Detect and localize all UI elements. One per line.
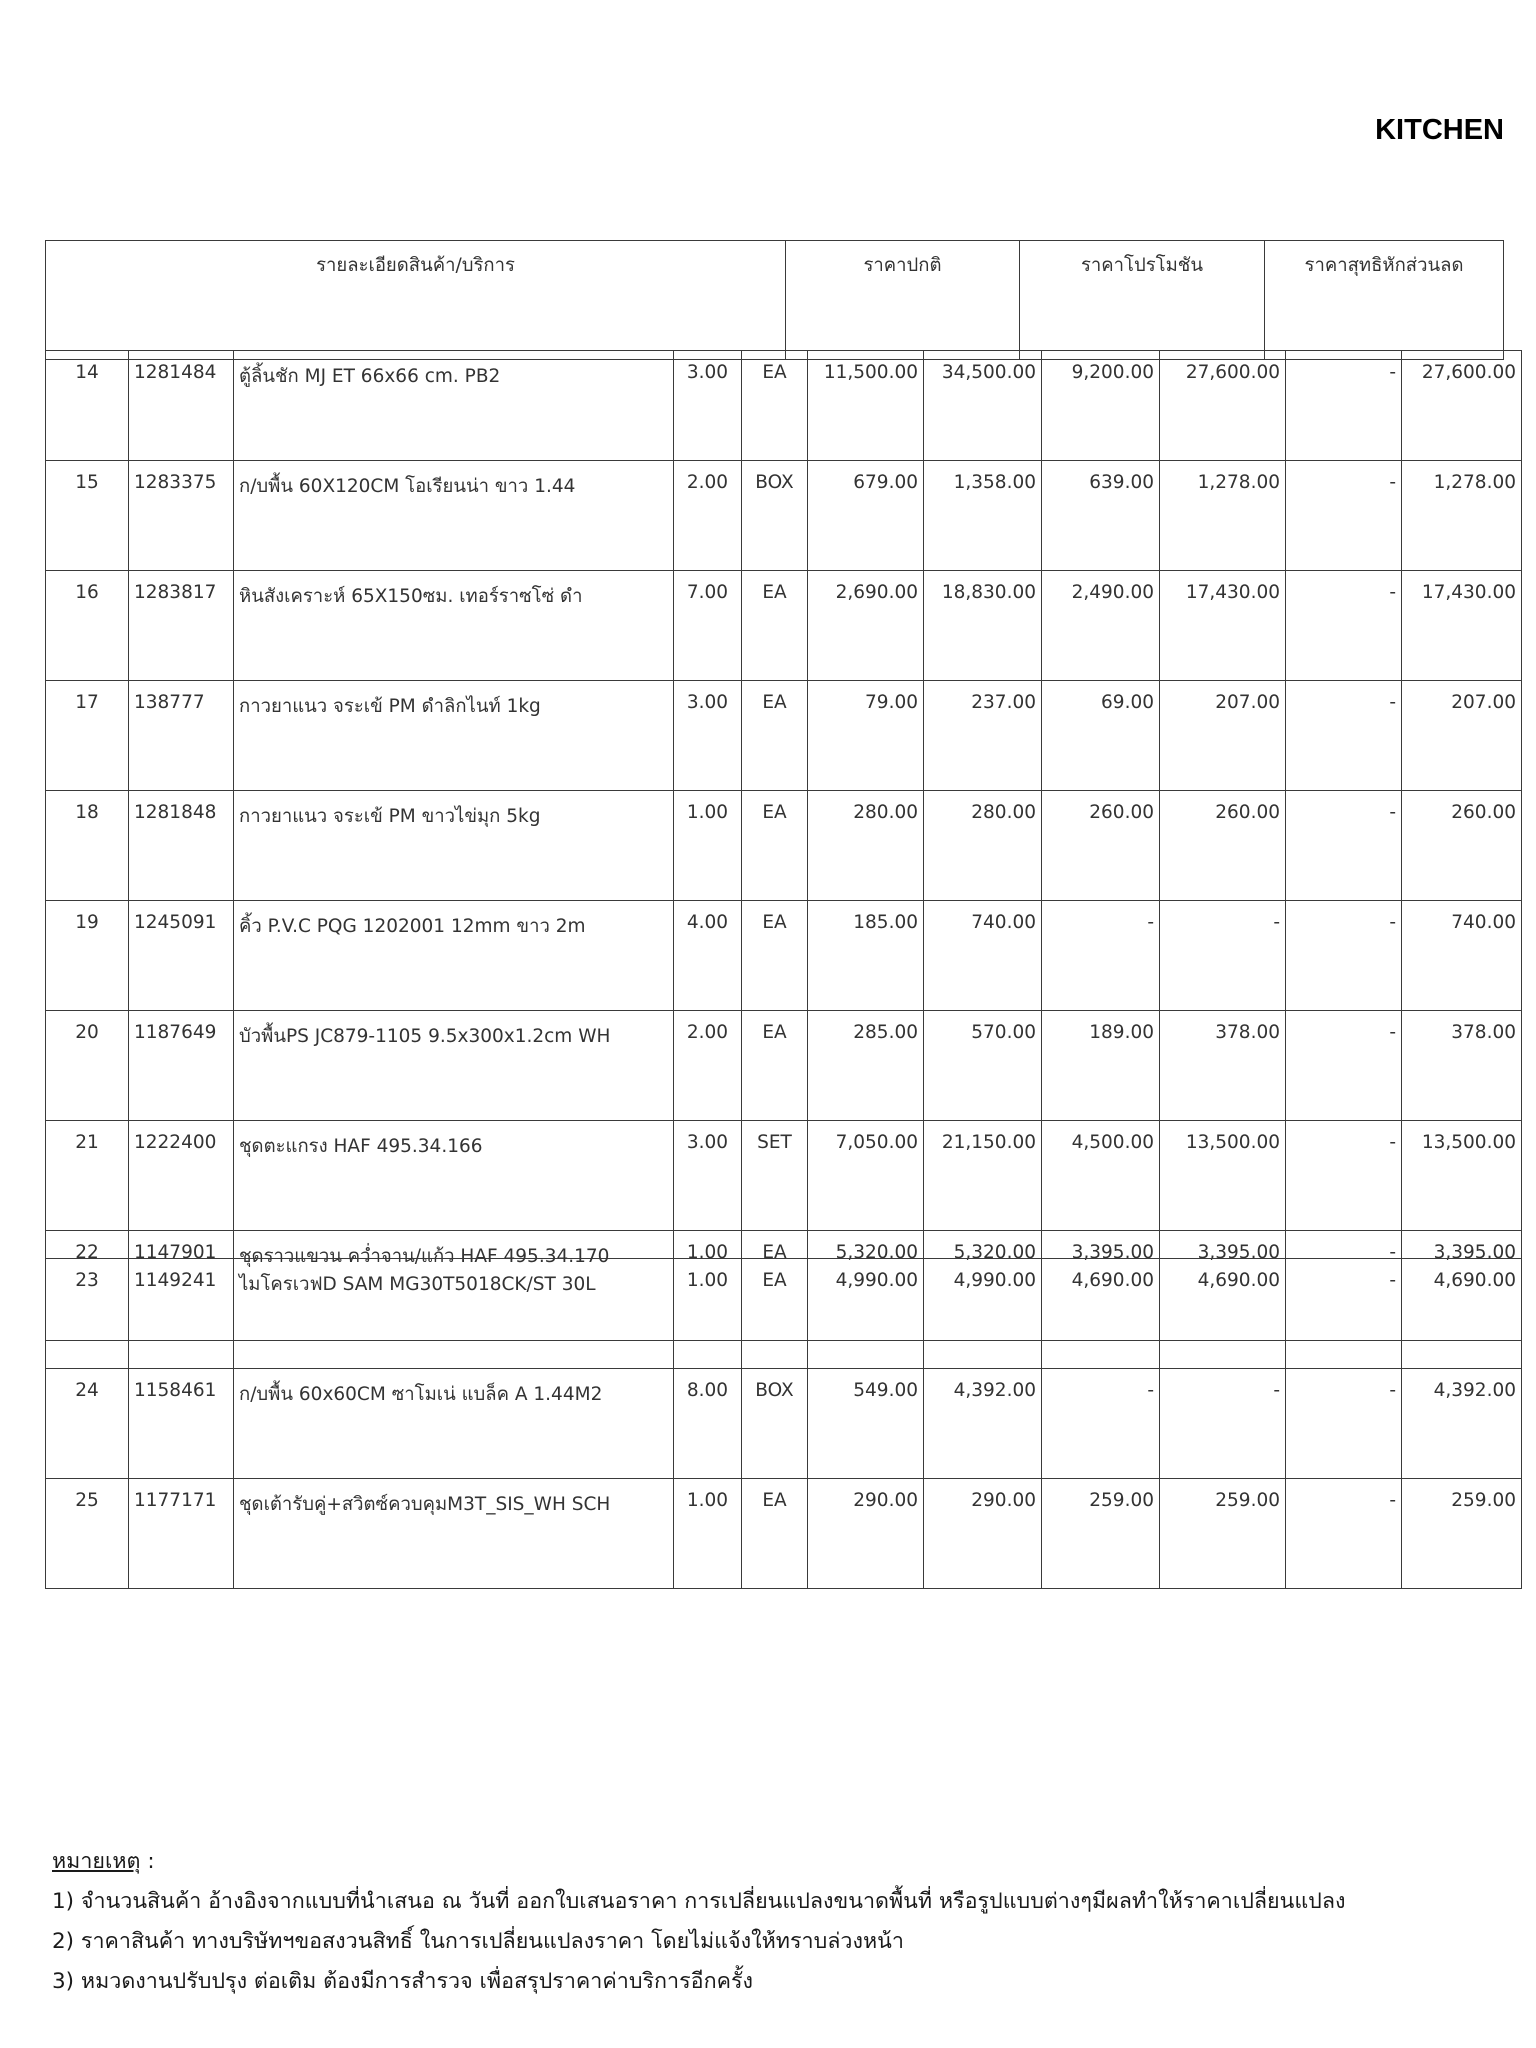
promo-unit-price: 259.00 (1042, 1479, 1160, 1589)
unit: EA (742, 351, 808, 461)
quantity: 8.00 (674, 1369, 742, 1479)
promo-total-price: 259.00 (1160, 1479, 1286, 1589)
unit-price: 290.00 (808, 1479, 924, 1589)
total-price: 18,830.00 (924, 571, 1042, 681)
quantity: 2.00 (674, 1011, 742, 1121)
table-row (46, 571, 1522, 681)
unit: BOX (742, 461, 808, 571)
note-item-3: 3) หมวดงานปรับปรุง ต่อเติม ต้องมีการสำรวจ เพื่อสรุปราคาค่าบริการอีกครั้ง (52, 1969, 754, 1994)
row-number: 23 (46, 1259, 129, 1369)
header-promo-price: ราคาโปรโมชัน (1020, 241, 1265, 360)
promo-unit-price: 4,690.00 (1042, 1259, 1160, 1369)
header-description: รายละเอียดสินค้า/บริการ (46, 241, 786, 360)
product-code: 1149241 (129, 1259, 234, 1369)
table-row (46, 1121, 1522, 1231)
promo-total-price: 27,600.00 (1160, 351, 1286, 461)
product-name: ไมโครเวฟD SAM MG30T5018CK/ST 30L (234, 1259, 674, 1369)
promo-total-price: 378.00 (1160, 1011, 1286, 1121)
header-normal-price: ราคาปกติ (786, 241, 1020, 360)
product-code: 1281484 (129, 351, 234, 461)
total-price: 280.00 (924, 791, 1042, 901)
quantity: 3.00 (674, 681, 742, 791)
table-row (46, 1011, 1522, 1121)
row-number: 22 (46, 1231, 129, 1341)
net-price: 378.00 (1402, 1011, 1522, 1121)
promo-unit-price: - (1042, 1369, 1160, 1479)
row-number: 15 (46, 461, 129, 571)
promo-unit-price: 2,490.00 (1042, 571, 1160, 681)
promo-total-price: 207.00 (1160, 681, 1286, 791)
table-row (46, 351, 1522, 461)
promo-total-price: 17,430.00 (1160, 571, 1286, 681)
net-price: 4,690.00 (1402, 1259, 1522, 1369)
promo-unit-price: 3,395.00 (1042, 1231, 1160, 1341)
product-name: ก/บพื้น 60x60CM ซาโมเน่ แบล็ค A 1.44M2 (234, 1369, 674, 1479)
unit: EA (742, 1231, 808, 1341)
net-price: 13,500.00 (1402, 1121, 1522, 1231)
row-number: 25 (46, 1479, 129, 1589)
quantity: 1.00 (674, 1231, 742, 1341)
unit-price: 549.00 (808, 1369, 924, 1479)
unit-price: 285.00 (808, 1011, 924, 1121)
row-number: 19 (46, 901, 129, 1011)
promo-unit-price: 69.00 (1042, 681, 1160, 791)
promo-unit-price: - (1042, 901, 1160, 1011)
net-price: 259.00 (1402, 1479, 1522, 1589)
total-price: 740.00 (924, 901, 1042, 1011)
product-name: ชุดตะแกรง HAF 495.34.166 (234, 1121, 674, 1231)
table-row (46, 681, 1522, 791)
quantity: 1.00 (674, 791, 742, 901)
promo-unit-price: 189.00 (1042, 1011, 1160, 1121)
discount: - (1286, 791, 1402, 901)
quantity: 1.00 (674, 1479, 742, 1589)
promo-unit-price: 4,500.00 (1042, 1121, 1160, 1231)
unit: EA (742, 791, 808, 901)
row-number: 14 (46, 351, 129, 461)
net-price: 260.00 (1402, 791, 1522, 901)
product-code: 138777 (129, 681, 234, 791)
quantity: 3.00 (674, 351, 742, 461)
total-price: 5,320.00 (924, 1231, 1042, 1341)
product-code: 1245091 (129, 901, 234, 1011)
promo-total-price: 3,395.00 (1160, 1231, 1286, 1341)
promo-total-price: 13,500.00 (1160, 1121, 1286, 1231)
discount: - (1286, 461, 1402, 571)
discount: - (1286, 901, 1402, 1011)
unit: EA (742, 901, 808, 1011)
product-name: ชุดเต้ารับคู่+สวิตซ์ควบคุมM3T_SIS_WH SCH (234, 1479, 674, 1589)
promo-unit-price: 260.00 (1042, 791, 1160, 901)
product-name: กาวยาแนว จระเข้ PM ดำลิกไนท์ 1kg (234, 681, 674, 791)
row-number: 20 (46, 1011, 129, 1121)
notes-section (52, 1842, 1346, 2002)
unit-price: 185.00 (808, 901, 924, 1011)
product-name: บัวพื้นPS JC879-1105 9.5x300x1.2cm WH (234, 1011, 674, 1121)
table-header (45, 240, 1504, 360)
notes-heading-colon: : (140, 1849, 155, 1874)
row-number: 18 (46, 791, 129, 901)
discount: - (1286, 351, 1402, 461)
unit-price: 679.00 (808, 461, 924, 571)
product-name: หินสังเคราะห์ 65X150ซม. เทอร์ราซโซ่ ดำ (234, 571, 674, 681)
total-price: 1,358.00 (924, 461, 1042, 571)
total-price: 21,150.00 (924, 1121, 1042, 1231)
total-price: 290.00 (924, 1479, 1042, 1589)
net-price: 3,395.00 (1402, 1231, 1522, 1341)
total-price: 4,990.00 (924, 1259, 1042, 1369)
promo-total-price: - (1160, 1369, 1286, 1479)
promo-unit-price: 639.00 (1042, 461, 1160, 571)
unit: EA (742, 571, 808, 681)
promo-total-price: - (1160, 901, 1286, 1011)
product-code: 1281848 (129, 791, 234, 901)
page-title: KITCHEN (1375, 114, 1504, 146)
row-number: 17 (46, 681, 129, 791)
unit: EA (742, 1479, 808, 1589)
note-item-2: 2) ราคาสินค้า ทางบริษัทฯขอสงวนสิทธิ์ ในการเปลี่ยนแปลงราคา โดยไม่แจ้งให้ทราบล่วงหน้า (52, 1929, 904, 1954)
row-number: 21 (46, 1121, 129, 1231)
quantity: 2.00 (674, 461, 742, 571)
unit-price: 7,050.00 (808, 1121, 924, 1231)
quantity: 4.00 (674, 901, 742, 1011)
product-code: 1222400 (129, 1121, 234, 1231)
net-price: 740.00 (1402, 901, 1522, 1011)
promo-total-price: 4,690.00 (1160, 1259, 1286, 1369)
product-name: ชุดราวแขวน คว่ำจาน/แก้ว HAF 495.34.170 (234, 1231, 674, 1341)
unit: EA (742, 1259, 808, 1369)
table-row (46, 901, 1522, 1011)
promo-total-price: 1,278.00 (1160, 461, 1286, 571)
product-code: 1147901 (129, 1231, 234, 1341)
row-number: 24 (46, 1369, 129, 1479)
quantity: 1.00 (674, 1259, 742, 1369)
product-name: ตู้ลิ้นชัก MJ ET 66x66 cm. PB2 (234, 351, 674, 461)
net-price: 1,278.00 (1402, 461, 1522, 571)
product-code: 1283375 (129, 461, 234, 571)
quantity: 7.00 (674, 571, 742, 681)
product-code: 1283817 (129, 571, 234, 681)
unit: EA (742, 681, 808, 791)
discount: - (1286, 1479, 1402, 1589)
note-item-1: 1) จำนวนสินค้า อ้างอิงจากแบบที่นำเสนอ ณ วันที่ ออกใบเสนอราคา การเปลี่ยนแปลงขนาดพื้นที่ หรือรูปแบบต่างๆมีผลทำให้ราคาเปลี่ยนแปลง (52, 1889, 1346, 1914)
unit-price: 280.00 (808, 791, 924, 901)
unit: EA (742, 1011, 808, 1121)
table-row (46, 791, 1522, 901)
net-price: 4,392.00 (1402, 1369, 1522, 1479)
table-row (46, 461, 1522, 571)
product-code: 1177171 (129, 1479, 234, 1589)
discount: - (1286, 681, 1402, 791)
row-number: 16 (46, 571, 129, 681)
product-name: ก/บพื้น 60X120CM โอเรียนน่า ขาว 1.44 (234, 461, 674, 571)
promo-unit-price: 9,200.00 (1042, 351, 1160, 461)
table-row (46, 1479, 1522, 1589)
discount: - (1286, 1231, 1402, 1341)
discount: - (1286, 1011, 1402, 1121)
unit-price: 79.00 (808, 681, 924, 791)
unit-price: 11,500.00 (808, 351, 924, 461)
table-row (46, 1369, 1522, 1479)
net-price: 27,600.00 (1402, 351, 1522, 461)
discount: - (1286, 1369, 1402, 1479)
notes-heading (52, 1842, 1346, 1882)
promo-total-price: 260.00 (1160, 791, 1286, 901)
quantity: 3.00 (674, 1121, 742, 1231)
table-row (46, 1259, 1522, 1369)
unit: SET (742, 1121, 808, 1231)
unit: BOX (742, 1369, 808, 1479)
discount: - (1286, 1121, 1402, 1231)
product-code: 1187649 (129, 1011, 234, 1121)
header-net-price: ราคาสุทธิหักส่วนลด (1265, 241, 1504, 360)
total-price: 4,392.00 (924, 1369, 1042, 1479)
product-name: กาวยาแนว จระเข้ PM ขาวไข่มุก 5kg (234, 791, 674, 901)
discount: - (1286, 1259, 1402, 1369)
notes-heading-text: หมายเหตุ (52, 1849, 141, 1874)
total-price: 570.00 (924, 1011, 1042, 1121)
discount: - (1286, 571, 1402, 681)
unit-price: 5,320.00 (808, 1231, 924, 1341)
items-table-part-1 (45, 350, 1522, 1341)
net-price: 17,430.00 (1402, 571, 1522, 681)
product-name: คิ้ว P.V.C PQG 1202001 12mm ขาว 2m (234, 901, 674, 1011)
unit-price: 2,690.00 (808, 571, 924, 681)
net-price: 207.00 (1402, 681, 1522, 791)
total-price: 237.00 (924, 681, 1042, 791)
items-table-part-2 (45, 1258, 1522, 1589)
unit-price: 4,990.00 (808, 1259, 924, 1369)
total-price: 34,500.00 (924, 351, 1042, 461)
product-code: 1158461 (129, 1369, 234, 1479)
